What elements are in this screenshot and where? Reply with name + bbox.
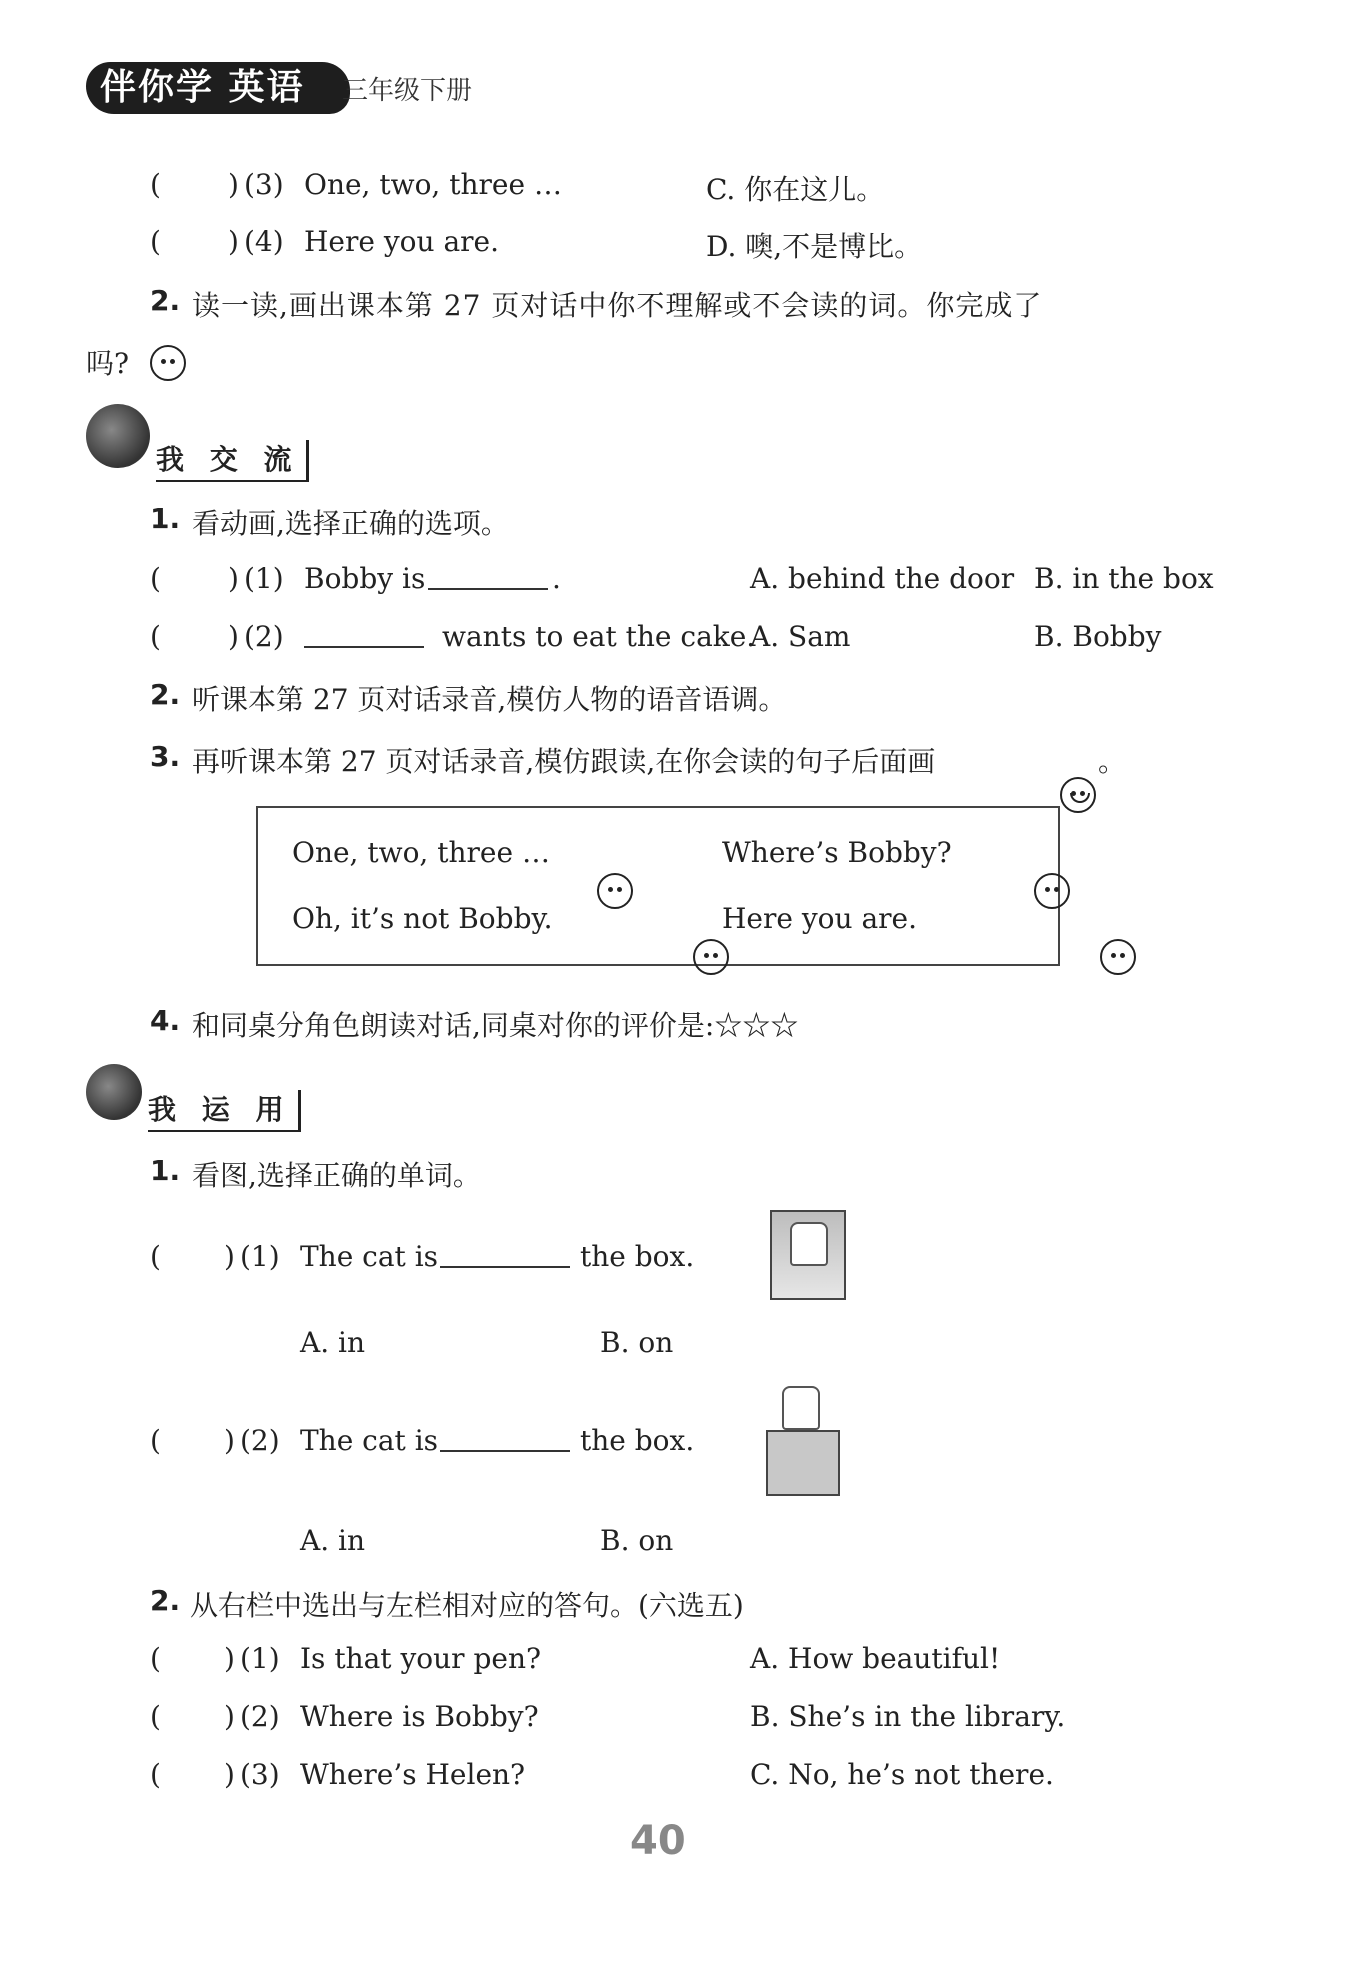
item-text: Here you are. (304, 225, 500, 258)
paren-open: ( (150, 562, 161, 595)
section-heading-jiaoliu: 我 交 流 (156, 440, 309, 482)
paren-open: ( (150, 1758, 161, 1791)
smiley-icon[interactable] (1034, 873, 1070, 909)
paren-close: ) (224, 1642, 235, 1675)
option-b: B. Bobby (1034, 620, 1162, 653)
paren-open: ( (150, 620, 161, 653)
question-text: 从右栏中选出与左栏相对应的答句。(六选五) (190, 1589, 744, 1622)
item-text-end: . (552, 562, 561, 595)
question-text: 听课本第 27 页对话录音,模仿人物的语音语调。 (192, 683, 787, 716)
page-number: 40 (630, 1818, 686, 1864)
option-b: B. on (600, 1326, 674, 1359)
item-text: Bobby is (304, 562, 426, 595)
paren-close: ) (224, 1240, 235, 1273)
item-number: (1) (244, 562, 284, 595)
book-title: 伴你学 英语 (86, 62, 350, 114)
section-heading-yunyong: 我 运 用 (148, 1090, 301, 1132)
item-option: D. 噢,不是博比。 (706, 230, 923, 263)
answer-blank[interactable] (428, 566, 548, 590)
item-option: C. 你在这儿。 (706, 173, 885, 206)
item-text: The cat is (300, 1424, 439, 1457)
option-a: A. in (300, 1326, 366, 1359)
paren-open: ( (150, 1240, 161, 1273)
smiley-icon[interactable] (1100, 939, 1136, 975)
girl-avatar-icon (86, 1064, 142, 1120)
item-option: A. How beautiful! (750, 1642, 1001, 1675)
item-number: (3) (244, 168, 284, 201)
question-text: 看动画,选择正确的选项。 (192, 507, 509, 540)
option-b: B. on (600, 1524, 674, 1557)
item-number: (2) (244, 620, 284, 653)
paren-close: ) (224, 1424, 235, 1457)
question-number: 1. (150, 502, 181, 535)
option-b: B. in the box (1034, 562, 1214, 595)
answer-blank[interactable] (304, 624, 424, 648)
answer-blank[interactable] (440, 1428, 570, 1452)
item-option: B. She’s in the library. (750, 1700, 1066, 1733)
grade-label: 三年级下册 (342, 76, 473, 106)
item-number: (2) (240, 1700, 280, 1733)
cat-icon (782, 1386, 820, 1430)
item-text: Is that your pen? (300, 1642, 541, 1675)
smiley-icon[interactable] (693, 939, 729, 975)
item-number: (3) (240, 1758, 280, 1791)
box-sentence: Oh, it’s not Bobby. (292, 902, 553, 935)
item-number: (1) (240, 1642, 280, 1675)
cat-icon (790, 1222, 828, 1266)
smiley-icon (150, 345, 186, 381)
paren-open: ( (150, 168, 161, 201)
question-number: 1. (150, 1154, 181, 1187)
cat-on-box-image (766, 1430, 840, 1496)
question-text: 看图,选择正确的单词。 (192, 1159, 481, 1192)
box-sentence: Where’s Bobby? (722, 836, 952, 869)
item-number: (1) (240, 1240, 280, 1273)
item-text-end: the box. (580, 1424, 695, 1457)
question-text: 再听课本第 27 页对话录音,模仿跟读,在你会读的句子后面画 (192, 745, 936, 778)
question-text-cont: 吗? (86, 347, 130, 380)
smiley-icon[interactable] (597, 873, 633, 909)
paren-open: ( (150, 1642, 161, 1675)
item-number: (2) (240, 1424, 280, 1457)
option-a: A. behind the door (750, 562, 1015, 595)
question-number: 2. (150, 284, 181, 317)
item-text: One, two, three … (304, 168, 562, 201)
item-number: (4) (244, 225, 284, 258)
item-text: The cat is (300, 1240, 439, 1273)
question-number: 4. (150, 1004, 181, 1037)
paren-open: ( (150, 1424, 161, 1457)
paren-open: ( (150, 1700, 161, 1733)
paren-close: ) (228, 168, 239, 201)
box-sentence: Here you are. (722, 902, 918, 935)
sentence-box (256, 806, 1060, 966)
paren-close: ) (228, 620, 239, 653)
item-text: wants to eat the cake. (442, 620, 756, 653)
answer-blank[interactable] (440, 1244, 570, 1268)
paren-open: ( (150, 225, 161, 258)
cat-in-box-image (770, 1210, 846, 1300)
question-number: 2. (150, 1584, 181, 1617)
paren-close: ) (224, 1758, 235, 1791)
happy-smiley-icon (1060, 777, 1096, 813)
paren-close: ) (224, 1700, 235, 1733)
item-text-end: the box. (580, 1240, 695, 1273)
item-text: Where’s Helen? (300, 1758, 526, 1791)
paren-close: ) (228, 225, 239, 258)
question-text: 和同桌分角色朗读对话,同桌对你的评价是:☆☆☆ (192, 1009, 799, 1042)
question-text-end: 。 (1098, 745, 1127, 778)
question-number: 2. (150, 678, 181, 711)
item-text: Where is Bobby? (300, 1700, 539, 1733)
question-text: 读一读,画出课本第 27 页对话中你不理解或不会读的词。你完成了 (192, 289, 1043, 322)
option-a: A. Sam (750, 620, 851, 653)
option-a: A. in (300, 1524, 366, 1557)
boy-avatar-icon (86, 404, 150, 468)
box-sentence: One, two, three … (292, 836, 550, 869)
paren-close: ) (228, 562, 239, 595)
question-number: 3. (150, 740, 181, 773)
item-option: C. No, he’s not there. (750, 1758, 1054, 1791)
